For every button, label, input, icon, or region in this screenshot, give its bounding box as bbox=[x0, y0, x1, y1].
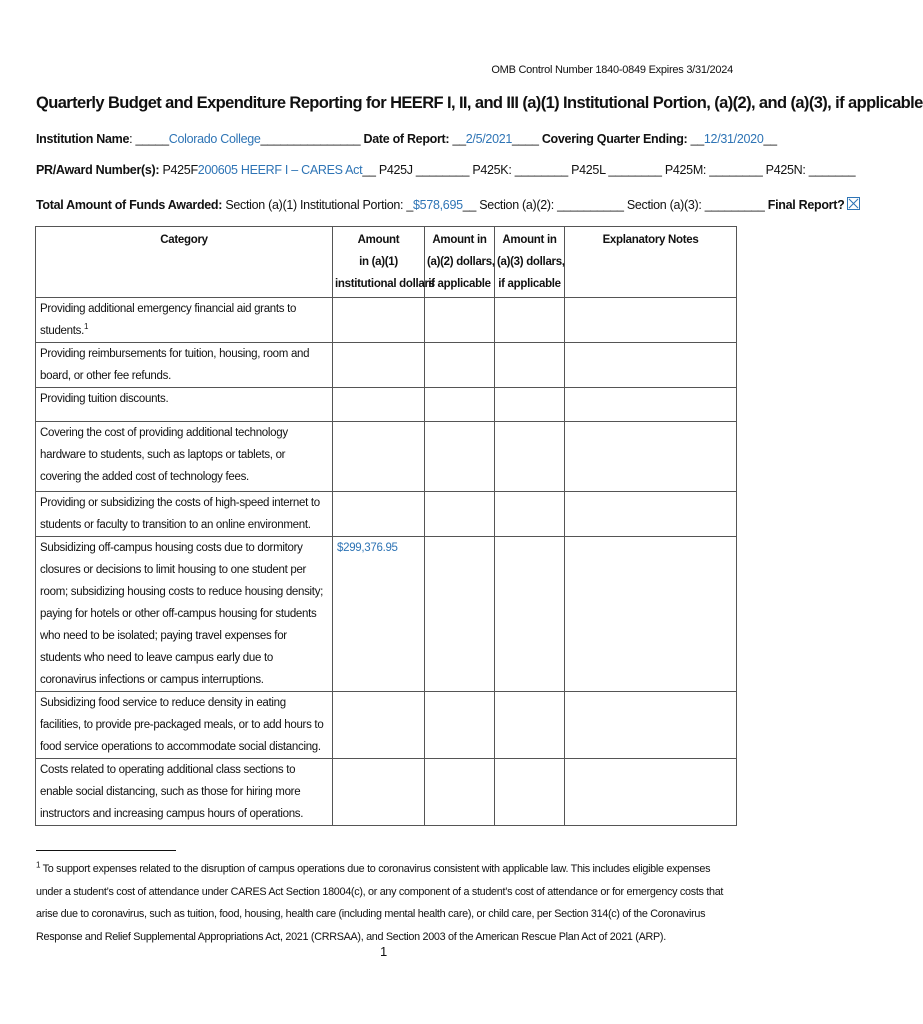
explanatory-notes-cell[interactable] bbox=[565, 537, 737, 692]
institution-name-label: Institution Name bbox=[36, 132, 130, 146]
page-number: 1 bbox=[380, 944, 387, 959]
table-row bbox=[36, 388, 737, 422]
header-amount-a1-line3: institutional dollars bbox=[335, 278, 435, 290]
amount-a2-cell[interactable] bbox=[425, 298, 495, 343]
category-cell bbox=[36, 422, 333, 492]
category-text: Covering the cost of providing additional technology hardware to students, such as laptops or tablets, or covering the added cost of technology fees. bbox=[40, 427, 288, 483]
table-row bbox=[36, 537, 737, 692]
final-report-checkbox[interactable] bbox=[847, 197, 860, 210]
amount-a3-cell[interactable] bbox=[495, 692, 565, 759]
section-a3-field[interactable]: Section (a)(3): _________ bbox=[626, 198, 765, 212]
category-cell bbox=[36, 343, 333, 388]
explanatory-notes-cell[interactable] bbox=[565, 388, 737, 422]
page-title: Quarterly Budget and Expenditure Reporting for HEERF I, II, and III (a)(1) Institutional Portion, (a)(2), and (a)(3), if applicable bbox=[36, 94, 923, 112]
table-row bbox=[36, 759, 737, 826]
amount-a2-cell[interactable] bbox=[425, 692, 495, 759]
amount-a1-cell[interactable] bbox=[333, 422, 425, 492]
category-text: Providing tuition discounts. bbox=[40, 393, 169, 405]
amount-a1-cell[interactable] bbox=[333, 298, 425, 343]
award-line bbox=[36, 163, 855, 177]
explanatory-notes-cell[interactable] bbox=[565, 298, 737, 343]
amount-a2-cell[interactable] bbox=[425, 537, 495, 692]
date-blank-post: ____ bbox=[512, 132, 539, 146]
footnote-number: 1 bbox=[36, 860, 41, 870]
table-header-row bbox=[36, 227, 737, 298]
quarter-blank-pre: __ bbox=[687, 132, 704, 146]
table-row bbox=[36, 298, 737, 343]
amount-a3-cell[interactable] bbox=[495, 343, 565, 388]
amount-a3-cell[interactable] bbox=[495, 422, 565, 492]
other-award-numbers: P425J ________ P425K: ________ P425L ________ P425M: ________ P425N: _______ bbox=[378, 163, 856, 177]
quarter-blank-post: __ bbox=[763, 132, 777, 146]
header-amount-a1-line1: Amount bbox=[357, 234, 400, 246]
header-amount-a1 bbox=[333, 227, 435, 298]
footnote bbox=[36, 858, 738, 948]
funds-line bbox=[36, 197, 860, 212]
header-amount-a3-line2: (a)(3) dollars, bbox=[497, 256, 565, 268]
explanatory-notes-cell[interactable] bbox=[565, 692, 737, 759]
amount-a2-cell[interactable] bbox=[425, 759, 495, 826]
amount-a3-cell[interactable] bbox=[495, 388, 565, 422]
header-amount-a3 bbox=[495, 227, 565, 298]
amount-a3-cell[interactable] bbox=[495, 537, 565, 692]
header-amount-a2 bbox=[425, 227, 495, 298]
amount-a1-cell[interactable] bbox=[333, 388, 425, 422]
category-cell bbox=[36, 759, 333, 826]
header-amount-a2-line1: Amount in bbox=[432, 234, 487, 246]
p425f-prefix: P425F bbox=[162, 163, 198, 177]
category-cell bbox=[36, 692, 333, 759]
amount-a2-cell[interactable] bbox=[425, 388, 495, 422]
header-amount-a3-line1: Amount in bbox=[502, 234, 557, 246]
amount-a2-cell[interactable] bbox=[425, 343, 495, 388]
amount-a1-cell[interactable]: $299,376.95 bbox=[333, 537, 425, 692]
award-number-label: PR/Award Number(s): bbox=[36, 163, 160, 177]
header-amount-a3-line3: if applicable bbox=[498, 278, 561, 290]
amount-a1-cell[interactable] bbox=[333, 343, 425, 388]
section-a2-field[interactable]: Section (a)(2): __________ bbox=[479, 198, 624, 212]
table-row bbox=[36, 692, 737, 759]
amount-a1-cell[interactable] bbox=[333, 692, 425, 759]
p425f-value[interactable]: 200605 HEERF I – CARES Act bbox=[197, 163, 363, 177]
amount-a1-cell[interactable] bbox=[333, 492, 425, 537]
explanatory-notes-cell[interactable] bbox=[565, 492, 737, 537]
table-row bbox=[36, 343, 737, 388]
table-row bbox=[36, 492, 737, 537]
amount-a2-cell[interactable] bbox=[425, 492, 495, 537]
section-a1-trailing-blank: __ bbox=[462, 198, 477, 212]
section-a1-label: Section (a)(1) Institutional Portion: _ bbox=[225, 198, 414, 212]
explanatory-notes-cell[interactable] bbox=[565, 422, 737, 492]
category-text: Subsidizing off-campus housing costs due to dormitory closures or decisions to limit housing to one student per room; subsidizing housing costs to reduce housing density; paying for hotels or other off-campus housing for students who need to be isolated; paying travel expenses for students who need to leave campus early due to coronavirus infections or campus interruptions. bbox=[40, 542, 324, 686]
total-funds-label: Total Amount of Funds Awarded: bbox=[36, 198, 223, 212]
section-a1-value[interactable]: $578,695 bbox=[413, 198, 463, 212]
amount-a3-cell[interactable] bbox=[495, 298, 565, 343]
category-text: Subsidizing food service to reduce density in eating facilities, to provide pre-packaged meals, or to add hours to food service operations to accommodate social distancing. bbox=[40, 697, 324, 753]
date-blank-pre: __ bbox=[449, 132, 466, 146]
category-text: Providing additional emergency financial aid grants to students. bbox=[40, 303, 297, 337]
category-text: Providing or subsidizing the costs of high-speed internet to students or faculty to transition to an online environment. bbox=[40, 497, 320, 531]
header-amount-a2-line2: (a)(2) dollars, bbox=[427, 256, 495, 268]
institution-name-value[interactable]: Colorado College bbox=[168, 132, 261, 146]
final-report-label: Final Report? bbox=[767, 198, 845, 212]
covering-quarter-value[interactable]: 12/31/2020 bbox=[703, 132, 764, 146]
category-cell bbox=[36, 388, 333, 422]
footnote-ref: 1 bbox=[83, 322, 89, 332]
amount-a1-cell[interactable] bbox=[333, 759, 425, 826]
header-category: Category bbox=[36, 227, 333, 298]
covering-quarter-label: Covering Quarter Ending: bbox=[541, 132, 688, 146]
omb-control-number: OMB Control Number 1840-0849 Expires 3/31/2024 bbox=[491, 64, 733, 76]
header-amount-a2-line3: if applicable bbox=[428, 278, 491, 290]
institution-name-trailing-blank: _______________ bbox=[260, 132, 361, 146]
header-explanatory-notes: Explanatory Notes bbox=[565, 227, 737, 298]
explanatory-notes-cell[interactable] bbox=[565, 343, 737, 388]
institution-line bbox=[36, 132, 777, 146]
category-cell bbox=[36, 537, 333, 692]
institution-name-blank: : _____ bbox=[129, 132, 169, 146]
category-text: Providing reimbursements for tuition, housing, room and board, or other fee refunds. bbox=[40, 348, 310, 382]
amount-a2-cell[interactable] bbox=[425, 422, 495, 492]
footnote-text: To support expenses related to the disruption of campus operations due to coronavirus consistent with applicable law. This includes eligible expenses under a student’s cost of attendance under CARES Act Section 18004(c), or any component of a student’s cost of attendance or for emergency costs that arise due to coronavirus, such as tuition, food, housing, health care (including mental health care), or child care, per Section 314(c) of the Coronavirus Response and Relief Supplemental Appropriations Act, 2021 (CRRSAA), and Section 2003 of the American Rescue Plan Act of 2021 (ARP). bbox=[36, 863, 724, 943]
category-text: Costs related to operating additional class sections to enable social distancing, such as those for hiring more instructors and increasing campus hours of operations. bbox=[40, 764, 304, 820]
footnote-rule bbox=[36, 850, 176, 851]
date-of-report-label: Date of Report: bbox=[363, 132, 450, 146]
header-amount-a1-line2: in (a)(1) bbox=[359, 256, 398, 268]
category-cell bbox=[36, 298, 333, 343]
table-row bbox=[36, 422, 737, 492]
p425f-trailing-blank: __ bbox=[362, 163, 376, 177]
amount-a3-cell[interactable] bbox=[495, 759, 565, 826]
explanatory-notes-cell[interactable] bbox=[565, 759, 737, 826]
amount-a3-cell[interactable] bbox=[495, 492, 565, 537]
category-cell bbox=[36, 492, 333, 537]
date-of-report-value[interactable]: 2/5/2021 bbox=[465, 132, 513, 146]
expenditure-table bbox=[35, 226, 737, 826]
